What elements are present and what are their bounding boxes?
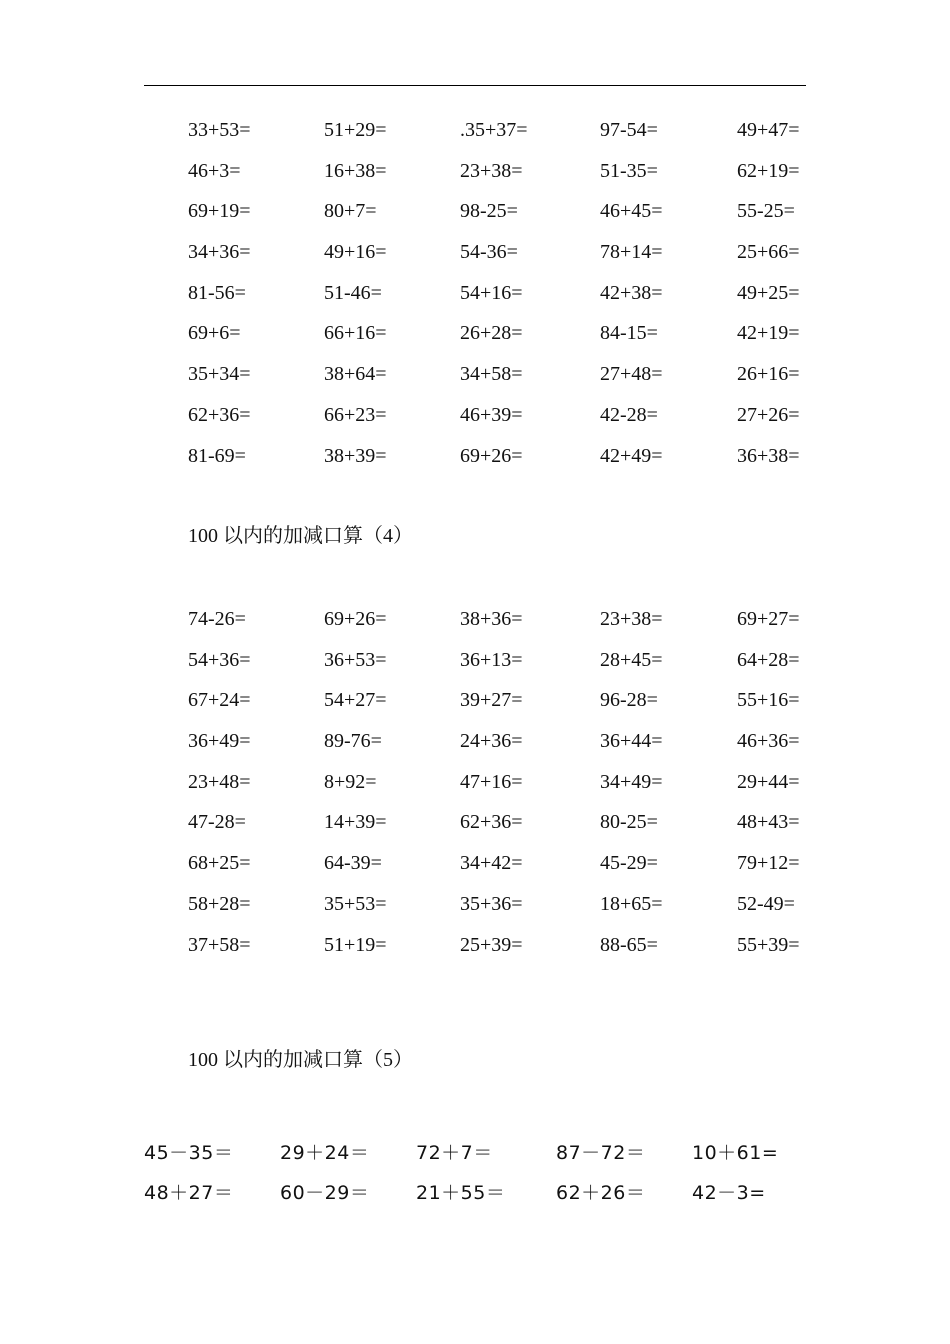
arithmetic-problem: 62＋26＝ — [556, 1182, 646, 1204]
arithmetic-problem: 68+25= — [188, 852, 251, 875]
arithmetic-problem: 28+45= — [600, 648, 663, 671]
arithmetic-problem: 55-25= — [737, 200, 795, 223]
arithmetic-problem: 10＋61= — [692, 1142, 779, 1164]
arithmetic-problem: 35+36= — [460, 892, 523, 915]
problem-row — [188, 118, 828, 159]
arithmetic-problem: 55+16= — [737, 689, 800, 712]
arithmetic-problem: 42-28= — [600, 403, 658, 426]
arithmetic-problem: 69+27= — [737, 608, 800, 630]
arithmetic-problem: 45－35＝ — [144, 1142, 234, 1164]
arithmetic-problem: 66+23= — [324, 403, 387, 426]
arithmetic-problem: 60－29＝ — [280, 1182, 370, 1204]
arithmetic-problem: 51-35= — [600, 159, 658, 182]
arithmetic-problem: 36+38= — [737, 444, 800, 467]
arithmetic-problem: 48＋27＝ — [144, 1182, 234, 1204]
section-4-title: 100 以内的加减口算（4） — [188, 525, 413, 547]
problem-grid-section-3 — [188, 118, 828, 484]
problem-row — [188, 199, 828, 240]
arithmetic-problem: 89-76= — [324, 730, 382, 753]
problem-row — [188, 362, 828, 403]
arithmetic-problem: 39+27= — [460, 689, 523, 712]
problem-row — [144, 1181, 844, 1221]
arithmetic-problem: 66+16= — [324, 322, 387, 345]
problem-row — [188, 729, 828, 770]
arithmetic-problem: 38+39= — [324, 444, 387, 467]
arithmetic-problem: 23+48= — [188, 770, 251, 793]
arithmetic-problem: 54+16= — [460, 281, 523, 304]
arithmetic-problem: 51-46= — [324, 281, 382, 304]
problem-row — [144, 1141, 844, 1181]
arithmetic-problem: 42－3= — [692, 1182, 766, 1204]
arithmetic-problem: 45-29= — [600, 852, 658, 875]
arithmetic-problem: 78+14= — [600, 241, 663, 264]
arithmetic-problem: 62+36= — [188, 403, 251, 426]
arithmetic-problem: 67+24= — [188, 689, 251, 712]
section-5-title: 100 以内的加减口算（5） — [188, 1049, 413, 1071]
arithmetic-problem: 38+36= — [460, 608, 523, 630]
arithmetic-problem: 21＋55＝ — [416, 1182, 506, 1204]
arithmetic-problem: 35+53= — [324, 892, 387, 915]
arithmetic-problem: 34+42= — [460, 852, 523, 875]
arithmetic-problem: 23+38= — [600, 608, 663, 630]
arithmetic-problem: .35+37= — [460, 119, 528, 141]
problem-row — [188, 892, 828, 933]
problem-row — [188, 159, 828, 200]
arithmetic-problem: 54+27= — [324, 689, 387, 712]
arithmetic-problem: 88-65= — [600, 933, 658, 956]
arithmetic-problem: 8+92= — [324, 770, 377, 793]
arithmetic-problem: 51+19= — [324, 933, 387, 956]
arithmetic-problem: 80+7= — [324, 200, 377, 223]
arithmetic-problem: 16+38= — [324, 159, 387, 182]
arithmetic-problem: 96-28= — [600, 689, 658, 712]
arithmetic-problem: 42+38= — [600, 281, 663, 304]
arithmetic-problem: 72＋7＝ — [416, 1142, 493, 1164]
arithmetic-problem: 69+19= — [188, 200, 251, 223]
arithmetic-problem: 34+36= — [188, 241, 251, 264]
problem-row — [188, 933, 828, 974]
problem-row — [188, 851, 828, 892]
arithmetic-problem: 36+13= — [460, 648, 523, 671]
arithmetic-problem: 87－72＝ — [556, 1142, 646, 1164]
arithmetic-problem: 36+49= — [188, 730, 251, 753]
problem-row — [188, 240, 828, 281]
arithmetic-problem: 26+28= — [460, 322, 523, 345]
arithmetic-problem: 47+16= — [460, 770, 523, 793]
arithmetic-problem: 69+26= — [324, 608, 387, 630]
arithmetic-problem: 38+64= — [324, 363, 387, 386]
problem-row — [188, 321, 828, 362]
arithmetic-problem: 25+39= — [460, 933, 523, 956]
arithmetic-problem: 42+19= — [737, 322, 800, 345]
arithmetic-problem: 62+36= — [460, 811, 523, 834]
arithmetic-problem: 29+44= — [737, 770, 800, 793]
problem-grid-section-5 — [144, 1141, 844, 1221]
arithmetic-problem: 34+49= — [600, 770, 663, 793]
arithmetic-problem: 25+66= — [737, 241, 800, 264]
problem-row — [188, 688, 828, 729]
arithmetic-problem: 49+47= — [737, 119, 800, 141]
top-rule — [144, 85, 806, 86]
arithmetic-problem: 33+53= — [188, 119, 251, 141]
arithmetic-problem: 35+34= — [188, 363, 251, 386]
problem-row — [188, 281, 828, 322]
arithmetic-problem: 54-36= — [460, 241, 518, 264]
arithmetic-problem: 42+49= — [600, 444, 663, 467]
arithmetic-problem: 46+36= — [737, 730, 800, 753]
arithmetic-problem: 46+39= — [460, 403, 523, 426]
arithmetic-problem: 49+25= — [737, 281, 800, 304]
arithmetic-problem: 69+6= — [188, 322, 241, 345]
arithmetic-problem: 46+3= — [188, 159, 241, 182]
arithmetic-problem: 37+58= — [188, 933, 251, 956]
arithmetic-problem: 23+38= — [460, 159, 523, 182]
arithmetic-problem: 69+26= — [460, 444, 523, 467]
arithmetic-problem: 55+39= — [737, 933, 800, 956]
arithmetic-problem: 14+39= — [324, 811, 387, 834]
arithmetic-problem: 81-56= — [188, 281, 246, 304]
arithmetic-problem: 62+19= — [737, 159, 800, 182]
arithmetic-problem: 79+12= — [737, 852, 800, 875]
arithmetic-problem: 80-25= — [600, 811, 658, 834]
arithmetic-problem: 97-54= — [600, 119, 658, 141]
problem-row — [188, 607, 828, 648]
arithmetic-problem: 36+44= — [600, 730, 663, 753]
arithmetic-problem: 52-49= — [737, 892, 795, 915]
arithmetic-problem: 47-28= — [188, 811, 246, 834]
arithmetic-problem: 29＋24＝ — [280, 1142, 370, 1164]
problem-row — [188, 810, 828, 851]
arithmetic-problem: 64+28= — [737, 648, 800, 671]
arithmetic-problem: 27+48= — [600, 363, 663, 386]
problem-row — [188, 770, 828, 811]
arithmetic-problem: 48+43= — [737, 811, 800, 834]
arithmetic-problem: 34+58= — [460, 363, 523, 386]
arithmetic-problem: 27+26= — [737, 403, 800, 426]
arithmetic-problem: 64-39= — [324, 852, 382, 875]
arithmetic-problem: 18+65= — [600, 892, 663, 915]
arithmetic-problem: 54+36= — [188, 648, 251, 671]
arithmetic-problem: 49+16= — [324, 241, 387, 264]
problem-grid-section-4 — [188, 607, 828, 973]
arithmetic-problem: 36+53= — [324, 648, 387, 671]
arithmetic-problem: 58+28= — [188, 892, 251, 915]
arithmetic-problem: 24+36= — [460, 730, 523, 753]
arithmetic-problem: 98-25= — [460, 200, 518, 223]
arithmetic-problem: 84-15= — [600, 322, 658, 345]
problem-row — [188, 403, 828, 444]
arithmetic-problem: 74-26= — [188, 608, 246, 630]
arithmetic-problem: 51+29= — [324, 119, 387, 141]
arithmetic-problem: 81-69= — [188, 444, 246, 467]
arithmetic-problem: 26+16= — [737, 363, 800, 386]
problem-row — [188, 648, 828, 689]
arithmetic-problem: 46+45= — [600, 200, 663, 223]
problem-row — [188, 444, 828, 485]
